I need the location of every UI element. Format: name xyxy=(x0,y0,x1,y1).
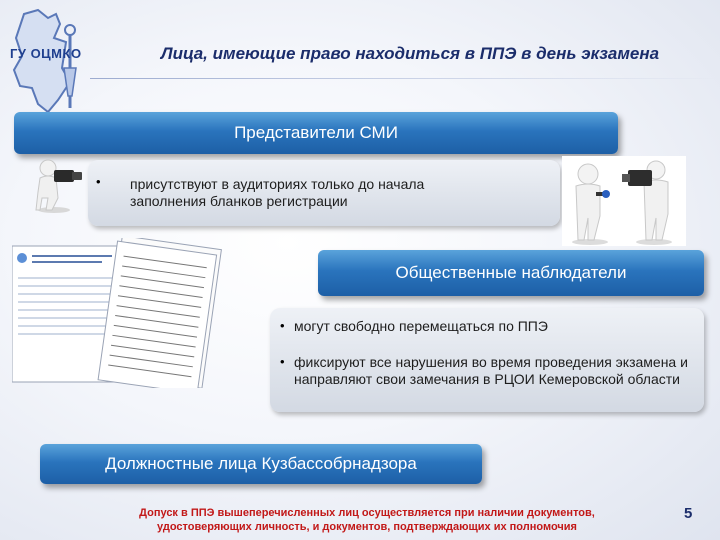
observers-heading-band: Общественные наблюдатели xyxy=(318,250,704,296)
bullet-marker: • xyxy=(96,174,101,189)
page-title: Лица, имеющие право находиться в ППЭ в день экзамена xyxy=(160,44,660,63)
observers-panel xyxy=(270,308,704,412)
logo xyxy=(4,8,88,116)
title-divider xyxy=(90,78,720,79)
logo-text: ГУ ОЦМКО xyxy=(10,46,82,61)
observers-item-1: могут свободно перемещаться по ППЭ xyxy=(294,318,548,334)
page-number: 5 xyxy=(684,505,693,522)
footer-note: Допуск в ППЭ вышеперечисленных лиц осуществляется при наличии документов, удостоверяющих личность, и документов, подтверждающих их полномочия xyxy=(139,507,595,533)
officials-heading-band: Должностные лица Кузбассобрнадзора xyxy=(40,444,482,484)
observer-documents-image xyxy=(12,238,222,393)
bullet-marker: • xyxy=(280,318,285,333)
region-map-icon xyxy=(4,8,88,116)
media-item-1: присутствуют в аудиториях только до начала заполнения бланков регистрации xyxy=(130,176,425,209)
reporters-figure-icon xyxy=(562,156,686,251)
photographer-figure-icon xyxy=(32,158,84,219)
media-heading-band: Представители СМИ xyxy=(14,112,618,154)
media-panel xyxy=(88,160,560,226)
bullet-marker: • xyxy=(280,354,285,369)
observers-item-2: фиксируют все нарушения во время проведения экзамена и направляют свои замечания в РЦОИ Кемеровской области xyxy=(294,354,688,387)
